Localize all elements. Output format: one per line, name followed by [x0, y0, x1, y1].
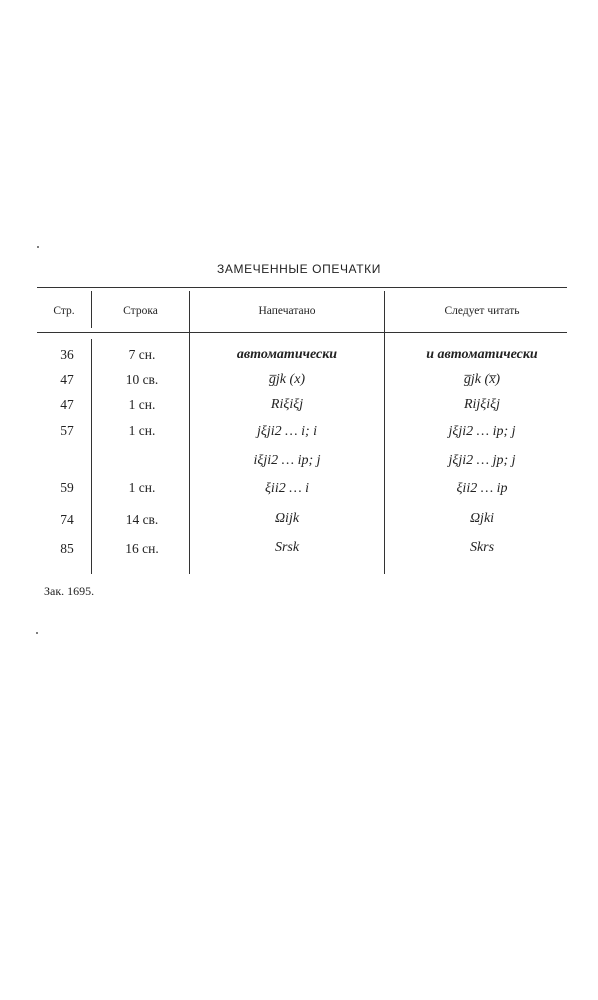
printed-formula: Srsk: [274, 540, 300, 555]
table-header-rule: [37, 332, 567, 333]
corrected-formula: Rijξiξj: [463, 397, 501, 412]
corrected-formula: g̅jk (x̅): [463, 372, 501, 387]
printed-formula: iξji2 … ip; j: [253, 453, 321, 468]
line-ref: 7 сн.: [128, 347, 156, 362]
table-top-rule: [37, 287, 567, 288]
header-printed: Напечатано: [258, 305, 316, 317]
corrected-formula: ξii2 … ip: [456, 481, 508, 496]
corrected-formula: jξji2 … jp; j: [448, 453, 516, 468]
print-speck: [37, 246, 39, 248]
printed-formula: jξji2 … i; i: [256, 424, 318, 439]
header-line: Строка: [123, 305, 158, 317]
page-number: 85: [60, 541, 74, 556]
line-ref: 1 сн.: [128, 423, 156, 438]
corrected-text: и автоматически: [426, 347, 538, 362]
printed-text: автоматически: [236, 347, 338, 362]
order-number: Зак. 1695.: [44, 584, 95, 598]
page-number: 59: [60, 480, 74, 495]
corrected-formula: Skrs: [469, 540, 495, 555]
page-title: ЗАМЕЧЕННЫЕ ОПЕЧАТКИ: [217, 262, 381, 276]
line-ref: 1 сн.: [128, 397, 156, 412]
line-ref: 16 сн.: [125, 541, 159, 556]
print-speck: [36, 632, 38, 634]
page-number: 57: [60, 423, 74, 438]
page-number: 47: [60, 397, 74, 412]
printed-formula: ξii2 … i: [264, 481, 310, 496]
printed-formula: Ωijk: [274, 511, 300, 526]
page-number: 74: [60, 512, 74, 527]
page-number: 47: [60, 372, 74, 387]
header-page: Стр.: [53, 305, 75, 317]
corrected-formula: jξji2 … ip; j: [448, 424, 516, 439]
page-number: 36: [60, 347, 74, 362]
printed-formula: g̅jk (x): [268, 372, 306, 387]
corrected-formula: Ωjki: [469, 511, 495, 526]
line-ref: 10 св.: [125, 372, 159, 387]
line-ref: 14 св.: [125, 512, 159, 527]
printed-formula: Riξiξj: [270, 397, 304, 412]
header-should-read: Следует читать: [444, 305, 520, 317]
line-ref: 1 сн.: [128, 480, 156, 495]
